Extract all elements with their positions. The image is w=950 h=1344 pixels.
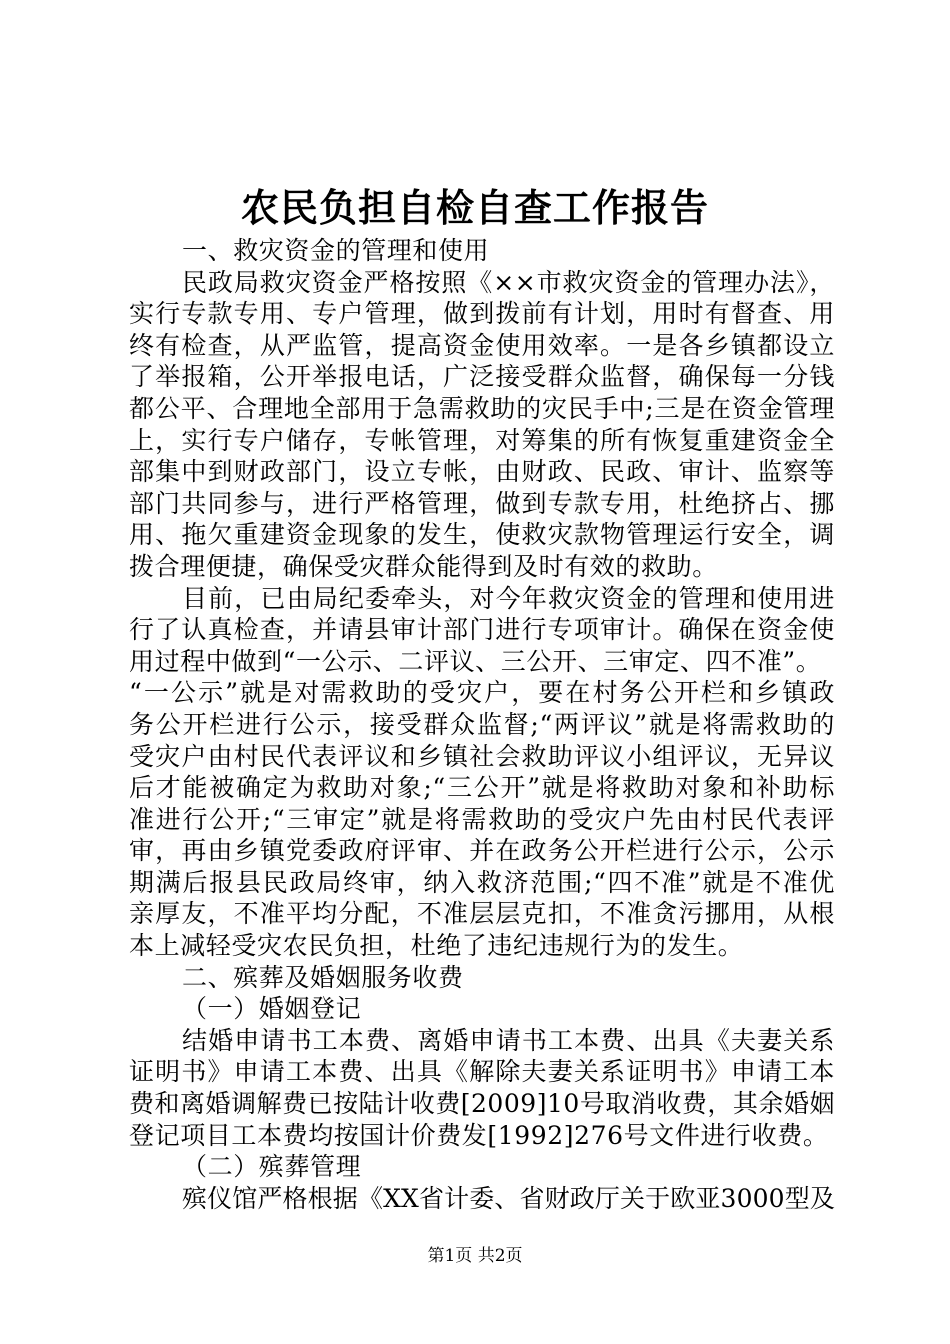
text-line: 受灾户由村民代表评议和乡镇社会救助评议小组评议，无异议 [129,741,835,771]
page-footer: 第1页 共2页 [427,1246,523,1266]
document-body [129,235,835,1214]
text-line: 用过程中做到“一公示、二评议、三公开、三审定、四不准”。 [129,646,822,676]
text-line: 民政局救灾资金严格按照《××市救灾资金的管理办法》， [182,267,835,297]
text-line: 部门共同参与，进行严格管理，做到专款专用，杜绝挤占、挪 [129,488,835,518]
text-line: （二）殡葬管理 [182,1152,362,1182]
text-line: 务公开栏进行公示，接受群众监督;“两评议”就是将需救助的 [129,709,835,739]
text-line: 费和离婚调解费已按陆计收费[2009]10号取消收费，其余婚姻 [129,1089,835,1119]
text-line: 亲厚友，不准平均分配，不准层层克扣，不准贪污挪用，从根 [129,899,835,929]
text-line: 用、拖欠重建资金现象的发生，使救灾款物管理运行安全，调 [129,520,835,550]
text-line: 后才能被确定为救助对象;“三公开”就是将救助对象和补助标 [129,773,835,803]
text-line: 证明书》申请工本费、出具《解除夫妻关系证明书》申请工本 [129,1057,835,1087]
text-line: 准进行公开;“三审定”就是将需救助的受灾户先由村民代表评 [129,804,835,834]
text-line: （一）婚姻登记 [182,994,362,1024]
text-line: 了举报箱，公开举报电话，广泛接受群众监督，确保每一分钱 [129,362,835,392]
text-line: 目前，已由局纪委牵头，对今年救灾资金的管理和使用进 [182,583,835,613]
text-line: 实行专款专用、专户管理，做到拨前有计划，用时有督查、用 [129,299,835,329]
text-line: 本上减轻受灾农民负担，杜绝了违纪违规行为的发生。 [129,931,744,961]
text-line: 行了认真检查，并请县审计部门进行专项审计。确保在资金使 [129,615,835,645]
text-line: “一公示”就是对需救助的受灾户，要在村务公开栏和乡镇政 [129,678,835,708]
text-line: 二、殡葬及婚姻服务收费 [182,962,464,992]
text-line: 拨合理便捷，确保受灾群众能得到及时有效的救助。 [129,551,718,581]
text-line: 部集中到财政部门，设立专帐，由财政、民政、审计、监察等 [129,457,835,487]
text-line: 期满后报县民政局终审，纳入救济范围;“四不准”就是不准优 [129,867,835,897]
text-line: 上，实行专户储存，专帐管理，对筹集的所有恢复重建资金全 [129,425,835,455]
text-line: 殡仪馆严格根据《XX省计委、省财政厅关于欧亚3000型及 [182,1183,835,1213]
text-line: 结婚申请书工本费、离婚申请书工本费、出具《夫妻关系 [182,1025,835,1055]
text-line: 登记项目工本费均按国计价费发[1992]276号文件进行收费。 [129,1120,829,1150]
text-line: 审，再由乡镇党委政府评审、并在政务公开栏进行公示，公示 [129,836,835,866]
text-line: 都公平、合理地全部用于急需救助的灾民手中;三是在资金管理 [129,393,835,423]
text-line: 终有检查，从严监管，提高资金使用效率。一是各乡镇都设立 [129,330,835,360]
text-line: 一、救灾资金的管理和使用 [182,236,490,265]
document-title: 农民负担自检自查工作报告 [240,185,709,230]
